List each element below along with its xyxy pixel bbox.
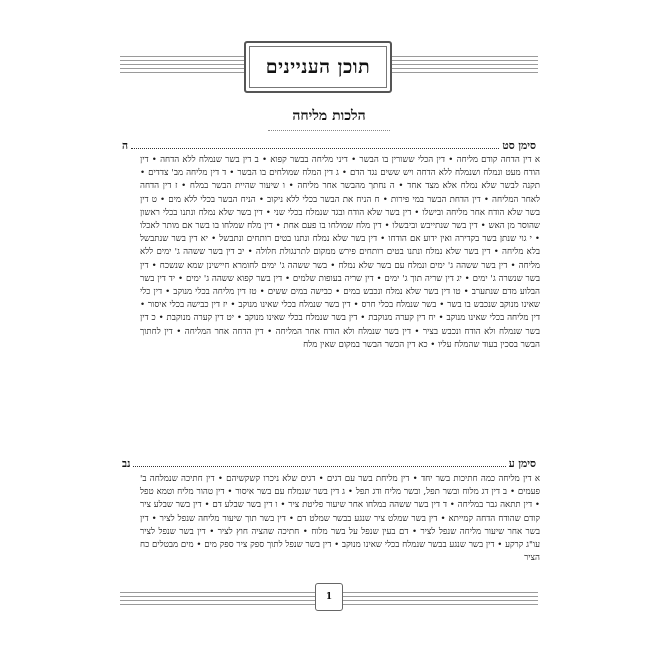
siman-label: סימן סט <box>502 140 536 152</box>
dot-leader <box>131 147 499 149</box>
siman-contents: א דין הדחה קודם מליחה • דין הכלי ששורין בו הבשר • דיני מליחה בבשר קפוא • ב דין בשר שנמלח ללא הדחה • דין הודח מעט ונמלח ושנמלח ללא הדחה ויש ששים נגד הדם • ג דין המלח שמולחים בו הבשר • ד דין מליחה מב' צדדים • תקנה לבשר שלא נמלח אלא מצד אחד • ה נחתך מהבשר אחר מליחה • ו שיעור שהיית הבשר במלח • ז דין הדחה לאחר המליחה • דין הדחת הבשר במי פירות • ח הניח את הבשר בכלי ללא ניקוב • הניח הבשר בכלי ללא מים • ט דין בשר שלא הודח אחר מליחה ובישלו • דין בשר שלא הודח ובגד שנמלח בכלי שני • דין בשר שלא נמלח ונתנו בכלי ראשון שהוסר מן האש • דין בשר שנתייבש וביבשלו • דין מלח שמולחו בו פעם אחת • דין מלח שמלחו בו בשר אם מותר לאכלו • י גוי שנתן בשר בקדירה ואין ידוע אם הודחו • דין בשר שלא נמלח ונתנו בטים רותחים ונתבשל • יא דין בשר שנתבשל בלא מליחה • דין בשר שלא נמלח ונתנו בטים רותחים פירש ממקום לתרנגולת חלולה • יב דין בשר ששהה ג' ימים ללא מליחה • דין בשר ששהה ג' ימים ונמלח עם בשר שלא נמלח • בשר ששהה ג' ימים לחומרא חיישינן שמא שנשכח • דין בשר שנשרה ג' ימים • יג דין שריה תוך ג' ימים • דין שריה בעופות שלמים • דין בשר קפוא ששהה ג' ימים • יד דין בשר הבלוע מדם שנתערב • טו דין בשר שלא נמלח ונכבש במים • כבישה במים ששים • טז דין מליחה בכלי מנוקב • דין כלי שאינו מנוקב שנכבש בו בשר • בשר שנמלח בכלי חרס • דין בשר שנמלח בכלי שאינו מנוקב • יז דין כבישה בכלי איסור • דין מליחה בכלי שאינו מנוקב • יח דין קערה מנוקבת • דין בשר שנמלח בכלי שאינו מנוקב • יט דין קערה מנוקבת • כ דין בשר שנמלח ולא הודח ונכבש בציר • דין בשר שנמלח ולא הודח אחר המליחה • דין הדחה אחר המליחה • דין לחתוך הבשר בסכין בעוד שהמלח עליו • כא דין הכשר הבשר במקום שאין מלח <box>140 155 540 350</box>
dot-leader <box>133 465 505 467</box>
section-underline <box>268 126 390 131</box>
siman-heading <box>122 138 536 152</box>
section-title: הלכות מליחה <box>292 108 366 124</box>
siman-label: סימן ע <box>508 458 536 470</box>
book-page <box>120 30 538 630</box>
title-frame <box>244 41 392 93</box>
page-title: תוכן העניינים <box>265 55 371 78</box>
page-number: 1 <box>315 583 343 611</box>
siman-page: נב <box>122 458 131 470</box>
siman-heading <box>122 456 536 470</box>
siman-contents: א דין מליחה כמה חתיכות בשר יחד • דין מליחת בשר עם דגים • דגים שלא ניכרו קשקשיהם • דין חתיכה שנמלחה ב' פעמים • ב דין דג מלוח ובשר תפל, ובשר מליח ודג תפל • ג דין בשר שנמלח עם בשר איסור • דין טהור מליח וטמא טפל • דין תתאה גבר במליחה • ד דין בשר ששהה במלחו אחר שיעור פליטת ציר • ו דין בשר שבלע דם • דין בשר שבלע ציר קודם שהודח הדחה קמייתא • דין בשר שמלט ציר שנגע בבשר שמלט דם • דין בשר תוך שיעור מליחה שנפל לציר • דין בשר אחר שיעור מליחה שנפל לציר • דם בעין שנפל על בשר מלוח • חתיכה שהציה חוץ לציר • דין בשר שנפל לציר עו"ג קרקע • דין בשר שנגע בבשר שנמלח בכלי שאינו מנוקב • דין בשר שנפל לתוך ספק ציר ספק מים • מים מבטלים כח הציר <box>140 474 540 564</box>
siman-page: ה <box>122 140 129 152</box>
